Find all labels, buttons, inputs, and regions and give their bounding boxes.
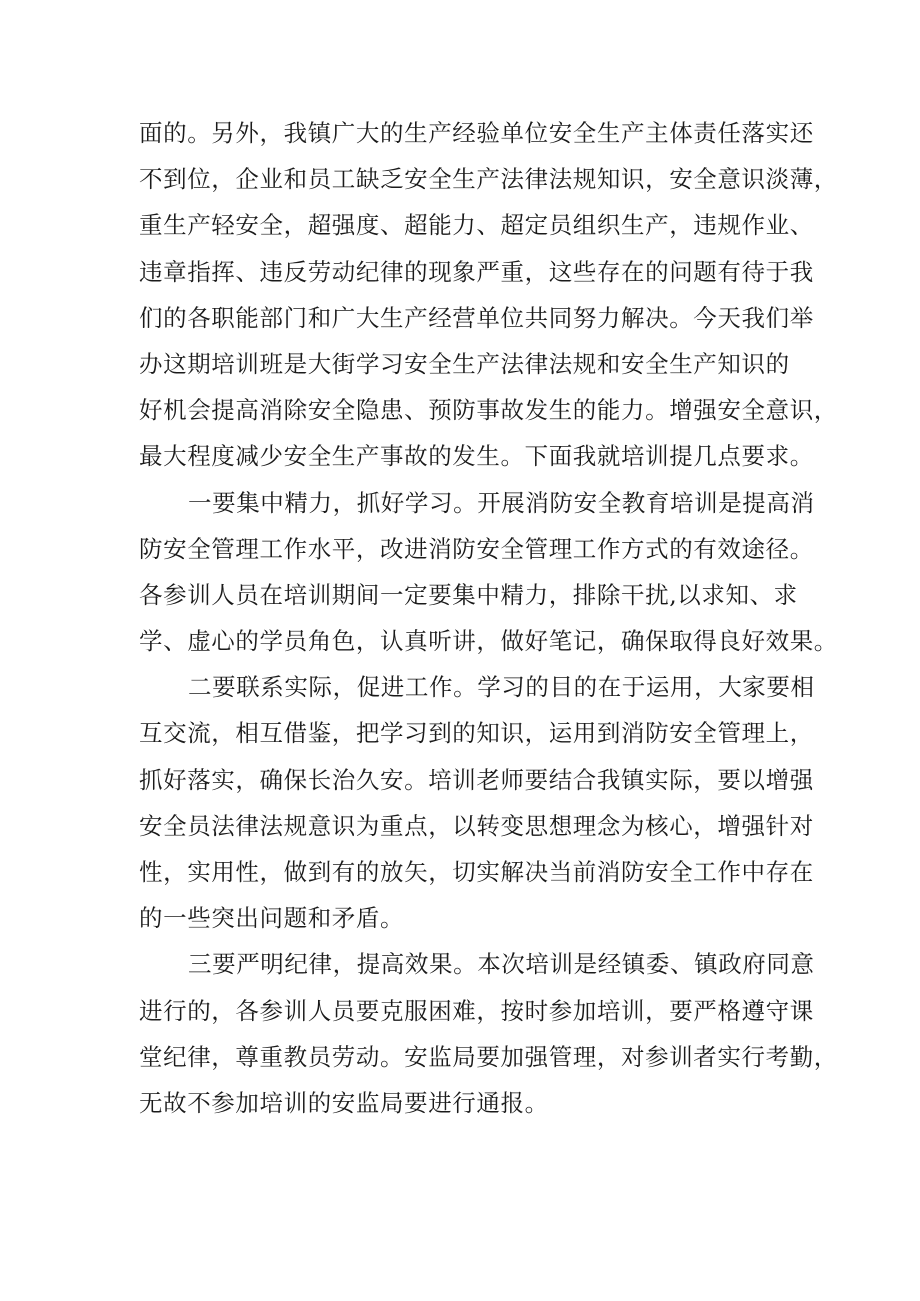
text-line: 互交流，相互借鉴，把学习到的知识，运用到消防安全管理上， [139,719,814,748]
text-line: 各参训人员在培训期间一定要集中精力，排除干扰,以求知、求 [139,580,798,609]
text-line: 学、虚心的学员角色，认真听讲，做好笔记，确保取得良好效果。 [139,627,838,656]
paragraph-requirement-3 [139,941,838,1126]
text-line: 最大程度减少安全生产事故的发生。下面我就培训提几点要求。 [139,442,814,471]
text-line: 抓好落实，确保长治久安。培训老师要结合我镇实际，要以增强 [139,765,814,794]
text-line: 一要集中精力，抓好学习。开展消防安全教育培训是提高消 [188,488,815,517]
text-line: 们的各职能部门和广大生产经营单位共同努力解决。今天我们举 [139,303,814,332]
text-line: 二要联系实际，促进工作。学习的目的在于运用，大家要相 [188,673,815,702]
text-line: 堂纪律，尊重教员劳动。安监局要加强管理，对参训者实行考勤， [139,1042,838,1071]
text-line: 无故不参加培训的安监局要进行通报。 [139,1088,549,1117]
paragraph-requirement-2 [139,664,815,941]
text-line: 违章指挥、违反劳动纪律的现象严重，这些存在的问题有待于我 [139,257,814,286]
text-line: 面的。另外，我镇广大的生产经验单位安全生产主体责任落实还 [139,119,814,147]
text-line: 性，实用性，做到有的放矢，切实解决当前消防安全工作中存在 [139,858,814,886]
text-line: 安全员法律法规意识为重点，以转变思想理念为核心，增强针对 [139,811,814,840]
text-line: 重生产轻安全，超强度、超能力、超定员组织生产，违规作业、 [139,211,814,240]
text-line: 的一些突出问题和矛盾。 [139,904,405,933]
document-body [139,110,838,1126]
paragraph-continuation [139,110,838,480]
text-line: 好机会提高消除安全隐患、预防事故发生的能力。增强安全意识， [139,396,838,425]
paragraph-requirement-1 [139,480,838,665]
text-line: 办这期培训班是大街学习安全生产法律法规和安全生产知识的 [139,349,790,378]
text-line: 防安全管理工作水平，改进消防安全管理工作方式的有效途径。 [139,534,814,563]
text-line: 三要严明纪律，提高效果。本次培训是经镇委、镇政府同意 [188,950,815,979]
text-line: 不到位，企业和员工缺乏安全生产法律法规知识，安全意识淡薄， [139,165,838,194]
text-line: 进行的，各参训人员要克服困难，按时参加培训，要严格遵守课 [139,996,814,1025]
